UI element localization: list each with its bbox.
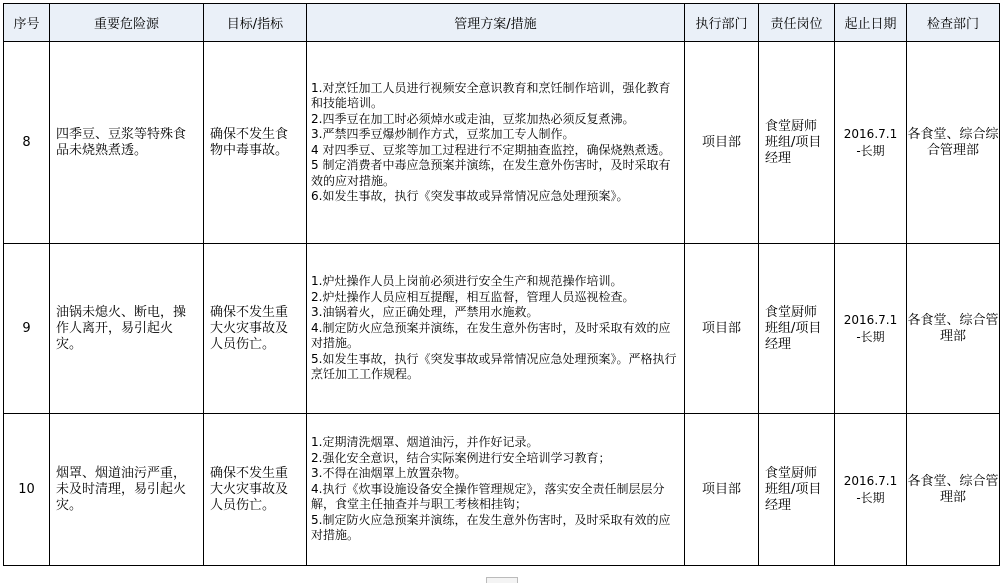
measure-item: 3.严禁四季豆爆炒制作方式，豆浆加工专人制作。: [311, 127, 575, 141]
table-row: [4, 414, 1000, 566]
cell-hazard: 烟罩、烟道油污严重，未及时清理，易引起火灾。: [50, 414, 204, 566]
cell-dept: 项目部: [685, 244, 759, 414]
cell-check: 各食堂、综合管理部: [907, 244, 1000, 414]
cell-post: 食堂厨师班组/项目经理: [759, 414, 835, 566]
measure-item: 1.炉灶操作人员上岗前必须进行安全生产和规范操作培训。: [311, 274, 623, 289]
cell-hazard: 油锅未熄火、断电，操作人离开，易引起火灾。: [50, 244, 204, 414]
measure-item: 4.执行《炊事设施设备安全操作管理规定》，落实安全责任制层层分解，食堂主任抽查并与职工考核相挂钩；: [311, 481, 665, 512]
header-no: 序号: [4, 4, 50, 42]
measure-item: 2.四季豆在加工时必须焯水或走油，豆浆加热必须反复煮沸。: [311, 111, 635, 126]
measure-item: 3.油锅着火，应正确处理，严禁用水施救。: [311, 305, 539, 320]
cell-measures: [307, 42, 685, 244]
cell-dept: 项目部: [685, 414, 759, 566]
measure-item: 3.不得在油烟罩上放置杂物。: [311, 466, 467, 481]
date-end: -长期: [856, 143, 885, 158]
header-check: 检查部门: [907, 4, 1000, 42]
cell-check: 各食堂、综合管理部: [907, 414, 1000, 566]
header-measures: 管理方案/措施: [307, 4, 685, 42]
measure-item: 5.制定防火应急预案并演练，在发生意外伤害时，及时采取有效的应对措施。: [311, 512, 671, 543]
measure-item: 6.如发生事故，执行《突发事故或异常情况应急处理预案》。: [311, 189, 629, 203]
date-start: 2016.7.1: [843, 473, 898, 488]
measure-item: 1.定期清洗烟罩、烟道油污，并作好记录。: [311, 435, 539, 450]
cell-post: 食堂厨师班组/项目经理: [759, 42, 835, 244]
cell-post: 食堂厨师班组/项目经理: [759, 244, 835, 414]
cell-check: 各食堂、综合综合管理部: [907, 42, 1000, 244]
measure-item: 2.强化安全意识，结合实际案例进行安全培训学习教育；: [311, 450, 611, 465]
header-row: [4, 4, 1000, 42]
measure-item: 1.对烹饪加工人员进行视频安全意识教育和烹饪制作培训，强化教育和技能培训。: [311, 80, 671, 110]
cell-date: [835, 414, 907, 566]
date-start: 2016.7.1: [843, 126, 898, 141]
header-post: 责任岗位: [759, 4, 835, 42]
date-end: -长期: [856, 490, 885, 505]
cell-date: [835, 42, 907, 244]
table-row: [4, 42, 1000, 244]
measure-item: 2.炉灶操作人员应相互提醒，相互监督，管理人员巡视检查。: [311, 289, 635, 304]
cell-measures: [307, 414, 685, 566]
cell-no: 8: [4, 42, 50, 244]
cell-target: 确保不发生重大火灾事故及人员伤亡。: [204, 414, 307, 566]
measure-item: 4.制定防火应急预案并演练，在发生意外伤害时，及时采取有效的应对措施。: [311, 320, 671, 351]
date-end: -长期: [856, 329, 885, 344]
header-hazard: 重要危险源: [50, 4, 204, 42]
header-date: 起止日期: [835, 4, 907, 42]
header-target: 目标/指标: [204, 4, 307, 42]
cell-date: [835, 244, 907, 414]
measure-item: 4 对四季豆、豆浆等加工过程进行不定期抽查监控，确保烧熟煮透。: [311, 142, 671, 157]
cell-measures: [307, 244, 685, 414]
cell-dept: 项目部: [685, 42, 759, 244]
cell-no: 9: [4, 244, 50, 414]
cell-target: 确保不发生食物中毒事故。: [204, 42, 307, 244]
table-row: [4, 244, 1000, 414]
cell-hazard: 四季豆、豆浆等特殊食品未烧熟煮透。: [50, 42, 204, 244]
cell-target: 确保不发生重大火灾事故及人员伤亡。: [204, 244, 307, 414]
cell-no: 10: [4, 414, 50, 566]
date-start: 2016.7.1: [843, 312, 898, 327]
header-dept: 执行部门: [685, 4, 759, 42]
hazard-table: [3, 3, 1000, 566]
measure-item: 5 制定消费者中毒应急预案并演练，在发生意外伤害时，及时采取有效的应对措施。: [311, 158, 671, 188]
scroll-handle[interactable]: [486, 577, 518, 583]
measure-item: 5.如发生事故，执行《突发事故或异常情况应急处理预案》。严格执行烹饪加工工作规程。: [311, 351, 677, 382]
